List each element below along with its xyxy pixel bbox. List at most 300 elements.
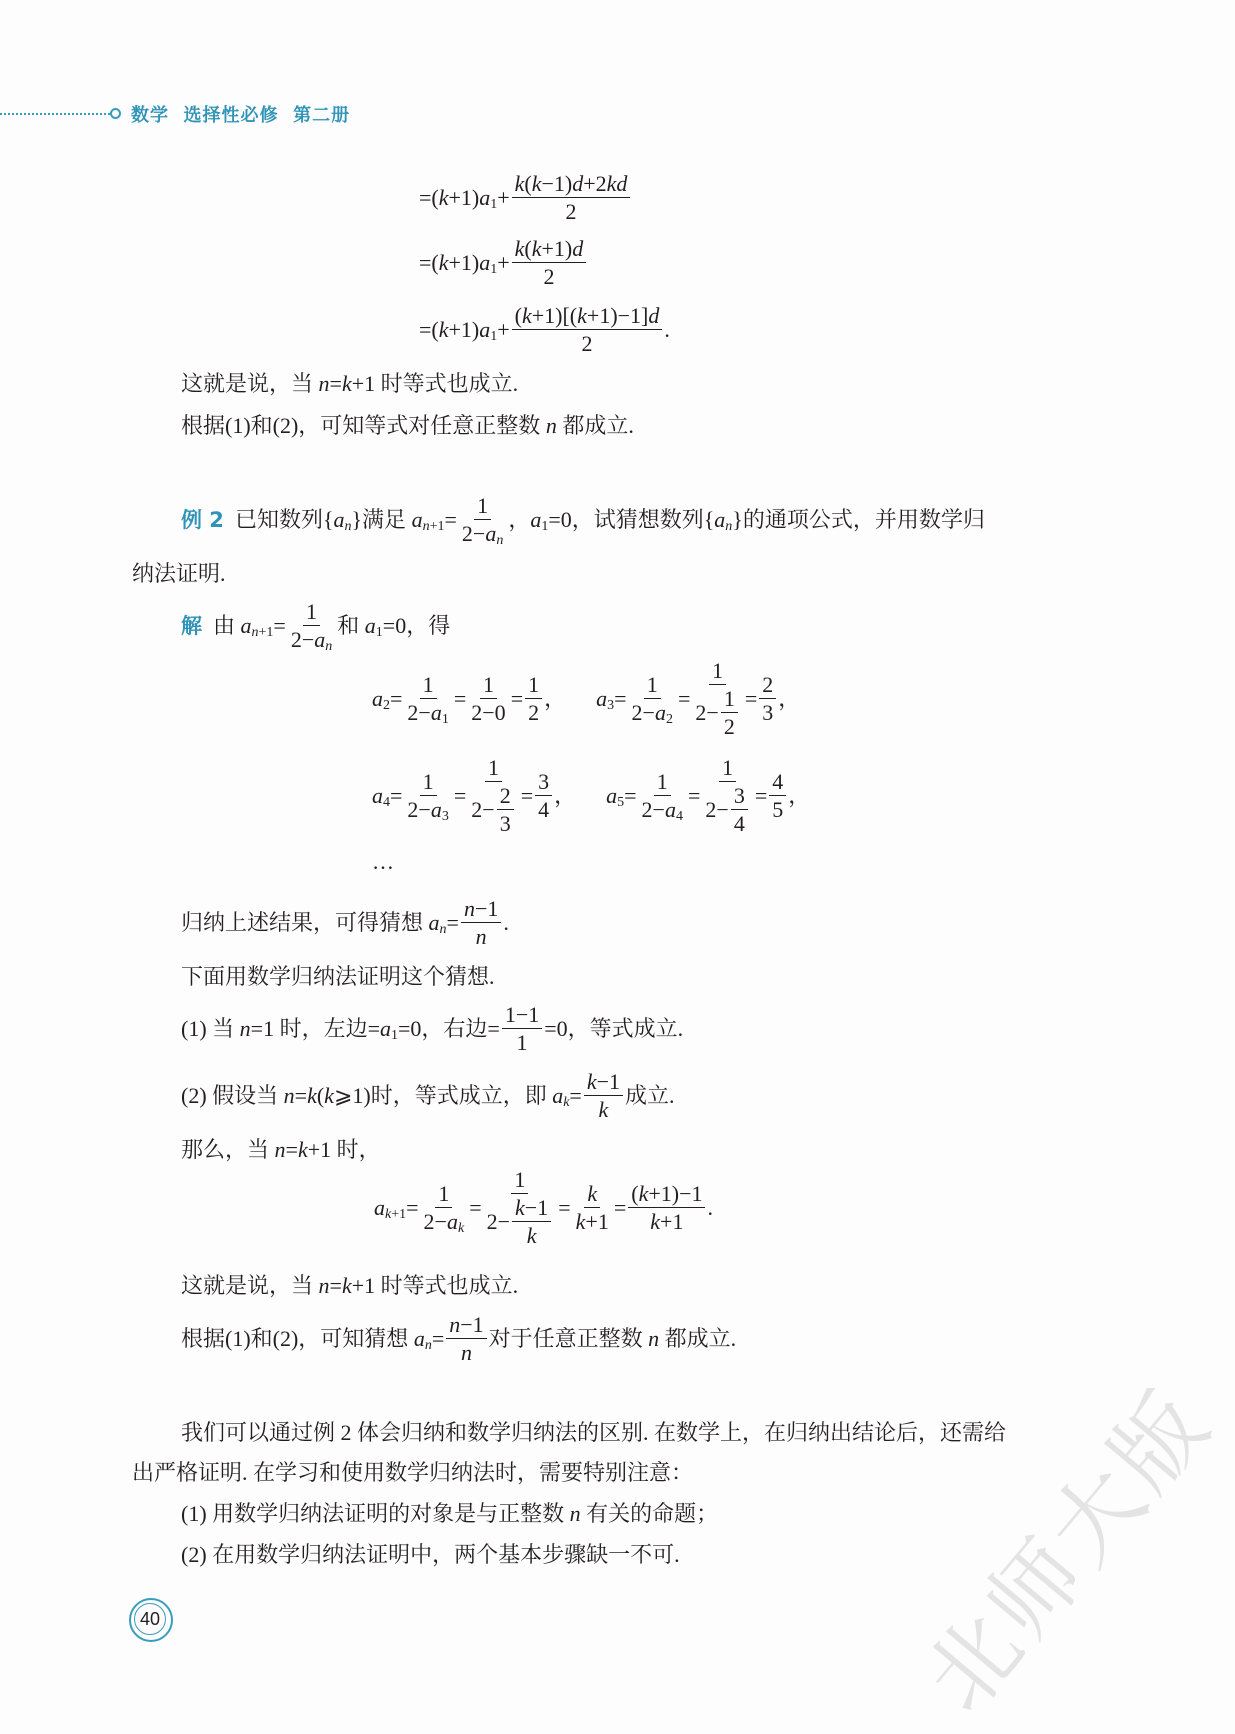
text-run: =0，试猜想数列{: [548, 507, 715, 532]
text-run: ，: [554, 783, 577, 808]
fraction-denominator: [692, 685, 742, 738]
fraction: [692, 660, 742, 738]
fraction-numerator: [512, 238, 587, 263]
math-variable: k: [341, 371, 352, 396]
fraction-numerator: [584, 1071, 623, 1096]
text-run: 1: [723, 686, 735, 711]
text-run: =: [744, 686, 758, 711]
math-subscript: n: [422, 519, 430, 534]
text-run: ，: [544, 686, 567, 711]
math-subscript: 5: [617, 795, 625, 810]
math-variable: k: [577, 303, 587, 328]
text-run: =: [273, 613, 286, 638]
fraction-denominator: [468, 782, 518, 835]
text-run: 1: [422, 672, 434, 697]
fraction-numerator: [461, 898, 501, 923]
math-variable: k: [297, 1137, 308, 1162]
fraction-denominator: [524, 1222, 540, 1247]
text-run: (2) 假设当: [181, 1083, 284, 1108]
math-subscript: n: [725, 519, 733, 534]
text-run: 1: [528, 672, 540, 697]
math-variable: kd: [606, 171, 628, 196]
fraction: [404, 672, 451, 727]
text-run: (2) 在用数学归纳法证明中，两个基本步骤缺一不可.: [181, 1542, 680, 1567]
fraction-denominator: [535, 796, 552, 821]
text-run: .: [503, 910, 509, 935]
fraction-numerator: [644, 674, 661, 699]
math-variable: d: [572, 236, 584, 261]
text-run: (: [514, 303, 522, 328]
math-variable: n: [283, 1083, 295, 1108]
text-run: 已知数列{: [223, 507, 334, 532]
text-run: +1 时，: [307, 1137, 381, 1162]
fraction: [628, 1183, 705, 1233]
fraction-denominator: [404, 699, 451, 727]
fraction-numerator: [502, 1004, 542, 1029]
math-subscript: 1: [490, 329, 498, 344]
text-run: =0，右边=: [397, 1016, 500, 1041]
math-variable: k: [531, 236, 542, 261]
math-variable: a: [314, 627, 326, 652]
text-run: 2−: [423, 1209, 447, 1234]
fraction-numerator: [628, 1183, 705, 1208]
math-variable: a: [428, 910, 440, 935]
fraction-denominator: [421, 1208, 468, 1236]
fraction: [512, 238, 587, 288]
math-variable: a: [606, 783, 618, 808]
math-subscript: k: [457, 1221, 465, 1236]
text-run: 纳法证明.: [132, 561, 226, 586]
fraction-denominator: [573, 1208, 612, 1233]
math-subscript: n: [251, 625, 259, 640]
text-run: 4: [538, 797, 550, 822]
text-run: }满足: [351, 507, 412, 532]
fraction: [702, 757, 752, 835]
text-run: 由: [202, 613, 241, 638]
fraction-numerator: [731, 785, 748, 810]
text-run: +: [497, 250, 510, 275]
text-run: +2: [583, 171, 607, 196]
math-subscript: 4: [675, 809, 683, 824]
text-run: 2−: [290, 627, 315, 652]
text-run: 1: [516, 1030, 528, 1055]
text-run: 1: [482, 672, 494, 697]
math-variable: d: [572, 171, 584, 196]
text-run: 2−: [486, 1209, 511, 1234]
math-variable: n: [475, 924, 487, 949]
fraction: [497, 785, 514, 835]
fraction: [769, 771, 786, 821]
text-run: 和: [337, 613, 365, 638]
math-subscript: 3: [441, 809, 449, 824]
fraction: [573, 1183, 612, 1233]
text-run: −1: [596, 1069, 621, 1094]
induction-equation: [374, 1168, 713, 1248]
text-run: ，: [508, 507, 531, 532]
fraction-numerator: [525, 674, 542, 699]
math-variable: a: [364, 613, 376, 638]
section-label: 例 2: [181, 507, 224, 532]
math-variable: a: [372, 686, 383, 711]
math-variable: n: [545, 413, 557, 438]
math-variable: n: [274, 1137, 286, 1162]
fraction-numerator: [420, 771, 437, 796]
text-run: =0，等式成立.: [544, 1016, 684, 1041]
math-subscript: 1: [390, 1028, 398, 1043]
fraction: [731, 785, 748, 835]
math-variable: n: [449, 1312, 461, 1337]
text-run: −1: [474, 896, 499, 921]
text-run: =: [406, 1195, 419, 1220]
text-run: =: [510, 686, 524, 711]
text-run: 2−: [471, 797, 495, 822]
fraction: [484, 1169, 557, 1247]
math-variable: a: [479, 185, 491, 210]
text-run: +1)[(: [531, 303, 578, 328]
text-run: 2−0: [471, 700, 506, 725]
text-run: 1: [477, 493, 489, 518]
text-run: 那么，当: [181, 1137, 275, 1162]
text-run: .: [707, 1195, 713, 1220]
text-run: 2−: [641, 797, 665, 822]
page-number-badge: [129, 1598, 173, 1642]
fraction-numerator: [420, 674, 437, 699]
fraction: [584, 1071, 623, 1121]
math-variable: a: [240, 613, 252, 638]
math-subscript: k: [563, 1095, 570, 1110]
fraction-numerator: [719, 757, 736, 782]
fraction-denominator: [702, 782, 752, 835]
fraction: [629, 672, 676, 727]
conclusion-text: [181, 1299, 736, 1379]
math-subscript: 1: [490, 262, 498, 277]
math-subscript: +1: [258, 625, 274, 640]
text-run: 2: [723, 714, 735, 739]
fraction-denominator: [484, 1194, 557, 1247]
text-run: =: [329, 1273, 342, 1298]
text-run: 2: [762, 672, 774, 697]
text-run: 都成立.: [659, 1326, 737, 1351]
text-run: =: [687, 783, 701, 808]
math-variable: a: [485, 521, 497, 546]
text-run: 4: [772, 769, 784, 794]
text-run: 2: [499, 783, 511, 808]
math-subscript: k: [385, 1207, 392, 1222]
math-variable: k: [438, 317, 449, 342]
text-run: 对于任意正整数: [488, 1326, 649, 1351]
fraction-denominator: [468, 699, 508, 724]
math-variable: n: [569, 1501, 581, 1526]
math-subscript: 2: [665, 712, 673, 727]
fraction: [502, 1004, 542, 1054]
text-run: +: [497, 317, 510, 342]
text-run: 下面用数学归纳法证明这个猜想.: [181, 964, 495, 989]
text-run: 2: [528, 700, 540, 725]
text-run: =0，得: [382, 613, 451, 638]
text-run: =(: [419, 250, 439, 275]
fraction: [512, 173, 631, 223]
text-run: =1 时，左边=: [250, 1016, 380, 1041]
fraction-numerator: [512, 305, 663, 330]
text-run: 3: [733, 783, 745, 808]
math-subscript: 4: [383, 795, 390, 810]
text-run: ⩾1)时，等式成立，即: [333, 1083, 553, 1108]
text-run: 3: [499, 811, 511, 836]
text-run: −1): [541, 171, 573, 196]
fraction: [512, 1197, 551, 1247]
text-run: =: [390, 783, 403, 808]
fraction-numerator: [759, 674, 776, 699]
math-subscript: n: [439, 922, 447, 937]
fraction-denominator: [731, 810, 748, 835]
text-run: ，: [778, 686, 801, 711]
math-variable: a: [479, 250, 491, 275]
text-run: −1: [460, 1312, 484, 1337]
fraction: [721, 688, 738, 738]
text-run: 根据(1)和(2)，可知等式对任意正整数: [181, 413, 546, 438]
math-variable: k: [586, 1069, 597, 1094]
fraction-numerator: [535, 771, 552, 796]
math-variable: k: [438, 185, 449, 210]
math-variable: a: [333, 507, 345, 532]
text-run: +1): [448, 317, 480, 342]
text-run: 4: [733, 811, 745, 836]
math-variable: a: [413, 1326, 425, 1351]
text-run: =: [390, 686, 403, 711]
text-run: =: [294, 1083, 308, 1108]
text-run: 1: [656, 769, 668, 794]
fraction-denominator: [288, 626, 335, 654]
math-variable: k: [307, 1083, 317, 1108]
math-subscript: n: [344, 519, 352, 534]
math-variable: k: [531, 171, 542, 196]
text-run: +1)−1: [648, 1181, 703, 1206]
math-variable: a: [379, 1016, 391, 1041]
text-run: 2−: [407, 700, 431, 725]
math-variable: a: [714, 507, 726, 532]
text-run: 2−: [461, 521, 486, 546]
math-variable: n: [239, 1016, 251, 1041]
text-run: 2: [543, 264, 555, 289]
fraction-numerator: [769, 771, 786, 796]
math-variable: a: [372, 783, 383, 808]
fraction-denominator: [759, 699, 776, 724]
text-run: +1): [541, 236, 573, 261]
text-run: =(: [419, 317, 439, 342]
math-subscript: +1: [429, 519, 445, 534]
math-variable: k: [514, 236, 525, 261]
text-run: =: [469, 1195, 482, 1220]
text-run: =(: [419, 185, 439, 210]
math-variable: a: [374, 1195, 385, 1220]
fraction: [446, 1314, 486, 1364]
text-run: 有关的命题；: [580, 1501, 719, 1526]
fraction-denominator: [579, 330, 596, 355]
text-run: (: [524, 171, 532, 196]
math-subscript: 2: [383, 698, 390, 713]
fraction-denominator: [629, 699, 676, 727]
fraction-denominator: [563, 198, 580, 223]
fraction-numerator: [512, 1197, 551, 1222]
fraction: [459, 493, 506, 548]
math-variable: k: [526, 1223, 537, 1248]
fraction: [535, 771, 552, 821]
text-run: (: [524, 236, 532, 261]
text-run: 5: [772, 797, 784, 822]
text-run: (: [631, 1181, 639, 1206]
text-run: =: [444, 507, 457, 532]
text-run: (1) 当: [181, 1016, 240, 1041]
math-subscript: 1: [490, 197, 498, 212]
text-run: +: [497, 185, 510, 210]
text-run: 2: [581, 331, 593, 356]
text-run: 1: [514, 1167, 526, 1192]
math-subscript: 1: [441, 712, 449, 727]
text-run: =: [453, 783, 467, 808]
text-run: 这就是说，当: [181, 1273, 319, 1298]
math-variable: n: [318, 1273, 330, 1298]
text-run: 1: [306, 599, 318, 624]
text-run: 根据(1)和(2)，可知猜想: [181, 1326, 414, 1351]
fraction: [759, 674, 776, 724]
fraction-numerator: [709, 660, 726, 685]
math-variable: n: [318, 371, 330, 396]
text-run: =: [453, 686, 467, 711]
text-run: 1: [487, 755, 499, 780]
fraction-denominator: [514, 1029, 531, 1054]
text-run: ，: [788, 783, 811, 808]
text-run: 1: [438, 1181, 450, 1206]
running-header-title: 数学 选择性必修 第二册: [131, 105, 351, 126]
math-variable: a: [654, 700, 666, 725]
text-run: 2: [565, 199, 577, 224]
header-circle-icon: [110, 108, 121, 119]
fraction-numerator: [721, 688, 738, 713]
math-variable: k: [341, 1273, 352, 1298]
math-variable: a: [446, 1209, 458, 1234]
header-dotted-rule: [0, 113, 110, 115]
fraction-denominator: [404, 796, 451, 824]
text-run: .: [664, 317, 670, 342]
text-run: 都成立.: [556, 413, 634, 438]
text-run: (1) 用数学归纳法证明的对象是与正整数: [181, 1501, 570, 1526]
text-run: 3: [538, 769, 550, 794]
text-run: }的通项公式，并用数学归: [732, 507, 985, 532]
fraction-denominator: [639, 796, 686, 824]
fraction: [525, 674, 542, 724]
math-variable: a: [596, 686, 608, 711]
math-variable: k: [324, 1083, 334, 1108]
conclusion-text: [181, 386, 634, 466]
math-variable: n: [463, 896, 475, 921]
text-run: =: [613, 1195, 627, 1220]
math-variable: k: [521, 303, 532, 328]
fraction-denominator: [458, 1339, 475, 1364]
proof-step-text: [181, 1110, 381, 1190]
math-variable: k: [515, 1195, 525, 1220]
math-subscript: 3: [607, 698, 615, 713]
computed-terms-row: [372, 659, 800, 739]
text-run: 1: [422, 769, 434, 794]
fraction: [421, 1181, 468, 1236]
section-label: 解: [181, 613, 202, 638]
math-variable: k: [438, 250, 449, 275]
fraction-denominator: [596, 1096, 612, 1121]
math-variable: a: [411, 507, 423, 532]
math-variable: n: [460, 1340, 472, 1365]
text-run: +1): [448, 250, 480, 275]
text-run: =: [624, 783, 637, 808]
computed-terms-row: [372, 756, 810, 836]
fraction-denominator: [769, 796, 786, 821]
text-run: 出严格证明. 在学习和使用数学归纳法时，需要特别注意：: [132, 1460, 694, 1485]
text-run: +1: [585, 1209, 609, 1234]
text-run: −1: [524, 1195, 549, 1220]
math-variable: d: [648, 303, 660, 328]
text-run: 归纳上述结果，可得猜想: [181, 910, 429, 935]
fraction-denominator: [721, 713, 738, 738]
text-run: 3: [762, 700, 774, 725]
fraction: [639, 769, 686, 824]
math-subscript: 1: [375, 625, 383, 640]
math-subscript: n: [496, 533, 504, 548]
text-run: =: [677, 686, 691, 711]
text-run: =: [285, 1137, 298, 1162]
math-subscript: +1: [391, 1207, 407, 1222]
text-run: +1): [448, 185, 480, 210]
text-run: 我们可以通过例 2 体会归纳和数学归纳法的区别. 在数学上，在归纳出结论后，还需给: [181, 1420, 1007, 1445]
fraction-numerator: [654, 771, 671, 796]
text-run: 2−: [695, 700, 719, 725]
example-2-statement: [181, 480, 985, 560]
solution-intro: [181, 586, 450, 666]
math-variable: a: [430, 797, 442, 822]
math-variable: k: [575, 1209, 586, 1234]
math-variable: a: [430, 700, 442, 725]
text-run: 成立.: [625, 1083, 675, 1108]
fraction: [468, 674, 508, 724]
text-run: 2−: [407, 797, 431, 822]
fraction-denominator: [525, 699, 542, 724]
fraction: [404, 769, 451, 824]
fraction: [512, 305, 663, 355]
fraction-numerator: [435, 1183, 452, 1208]
text-run: +1)−1]: [586, 303, 649, 328]
fraction-numerator: [480, 674, 497, 699]
text-run: 2−: [631, 700, 655, 725]
fraction-denominator: [540, 263, 557, 288]
text-run: 1: [722, 755, 734, 780]
text-run: =: [569, 1083, 582, 1108]
remark-point-2: [181, 1515, 680, 1595]
text-run: =: [446, 910, 459, 935]
text-run: …: [372, 849, 394, 874]
text-run: =: [614, 686, 627, 711]
fraction-numerator: [474, 495, 491, 520]
math-variable: k: [650, 1209, 661, 1234]
text-run: =: [329, 371, 342, 396]
math-variable: k: [587, 1181, 598, 1206]
text-run: +1: [660, 1209, 684, 1234]
text-run: =: [558, 1195, 571, 1220]
math-variable: a: [552, 1083, 564, 1108]
text-run: (: [316, 1083, 325, 1108]
text-run: 1−1: [504, 1002, 540, 1027]
text-run: 这就是说，当: [181, 371, 319, 396]
text-run: 1: [712, 658, 724, 683]
text-run: =: [754, 783, 768, 808]
math-variable: k: [598, 1097, 609, 1122]
